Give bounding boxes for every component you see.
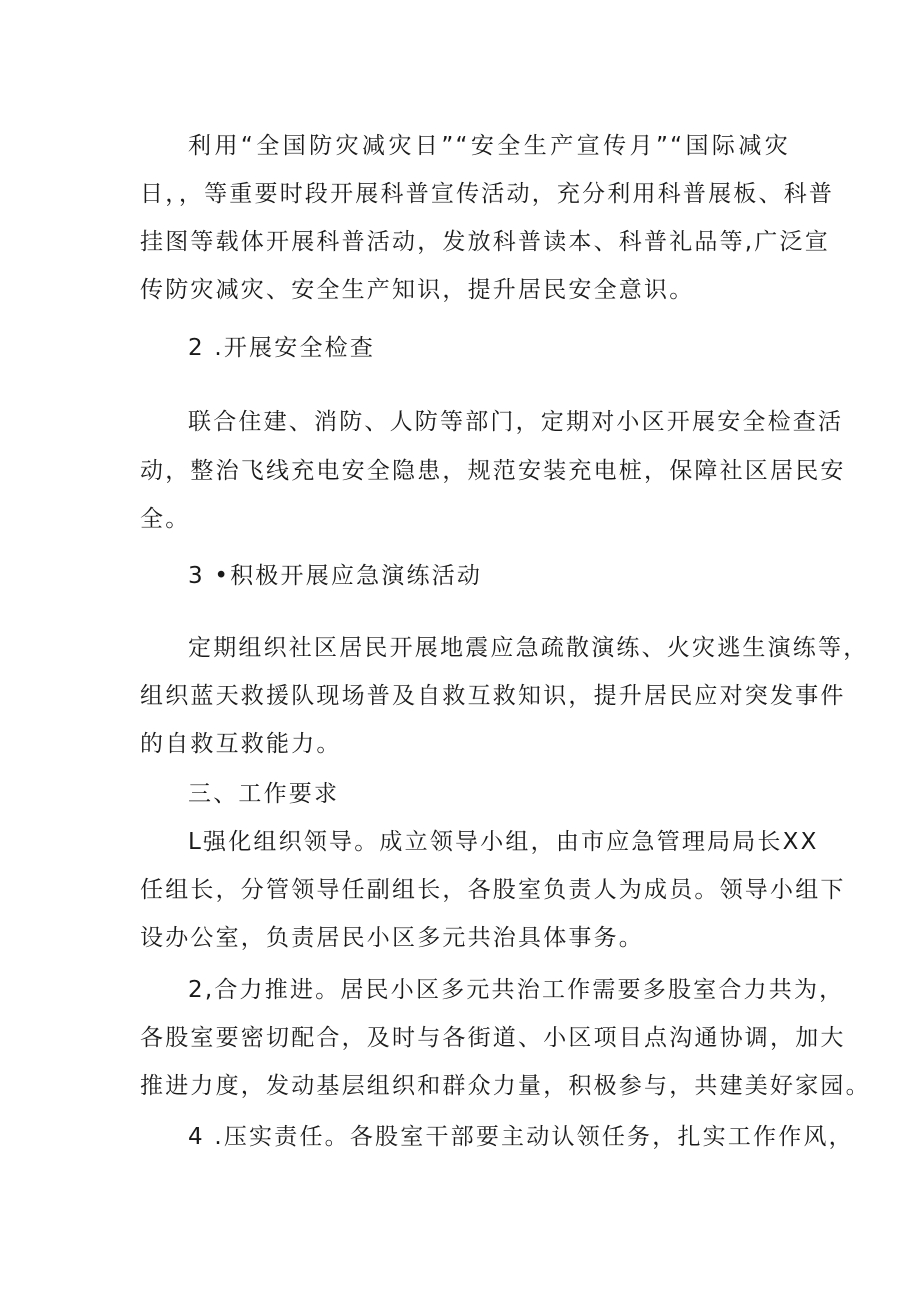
section-heading: 2 .开展安全检查 <box>188 335 376 361</box>
body-line: 设办公室，负责居民小区多元共治具体事务。 <box>140 925 644 951</box>
body-line: 定期组织社区居民开展地震应急疏散演练、火灾逃生演练等， <box>188 635 869 661</box>
body-line: 4 .压实责任。各股室干部要主动认领任务，扎实工作作风， <box>188 1124 854 1150</box>
body-line: 动，整治飞线充电安全隐患，规范安装充电桩，保障社区居民安 <box>140 458 846 484</box>
body-line: 全。 <box>140 506 191 532</box>
section-heading: 3 •积极开展应急演练活动 <box>188 563 483 589</box>
body-line: 任组长，分管领导任副组长，各股室负责人为成员。领导小组下 <box>140 877 846 903</box>
body-line: 传防灾减灾、安全生产知识，提升居民安全意识。 <box>140 277 695 303</box>
body-line: 推进力度，发动基层组织和群众力量，积极参与，共建美好家园。 <box>140 1073 871 1099</box>
body-line: 各股室要密切配合，及时与各街道、小区项目点沟通协调，加大 <box>140 1025 846 1051</box>
section-heading: 三、工作要求 <box>188 781 340 807</box>
body-line: 组织蓝天救援队现场普及自救互救知识，提升居民应对突发事件 <box>140 683 846 709</box>
body-line: 的自救互救能力。 <box>140 731 342 757</box>
body-line: 2,合力推进。居民小区多元共治工作需要多股室合力共为， <box>188 977 845 1003</box>
body-line: 日，，等重要时段开展科普宣传活动，充分利用科普展板、科普 <box>140 181 835 207</box>
body-line: 挂图等载体开展科普活动，发放科普读本、科普礼品等,广泛宣 <box>140 229 830 255</box>
body-line: 联合住建、消防、人防等部门，定期对小区开展安全检查活 <box>188 409 844 435</box>
body-line: 利用“全国防灾减灾日”“安全生产宣传月”“国际减灾 <box>188 133 790 159</box>
body-line: L强化组织领导。成立领导小组，由市应急管理局局长XX <box>188 829 819 855</box>
